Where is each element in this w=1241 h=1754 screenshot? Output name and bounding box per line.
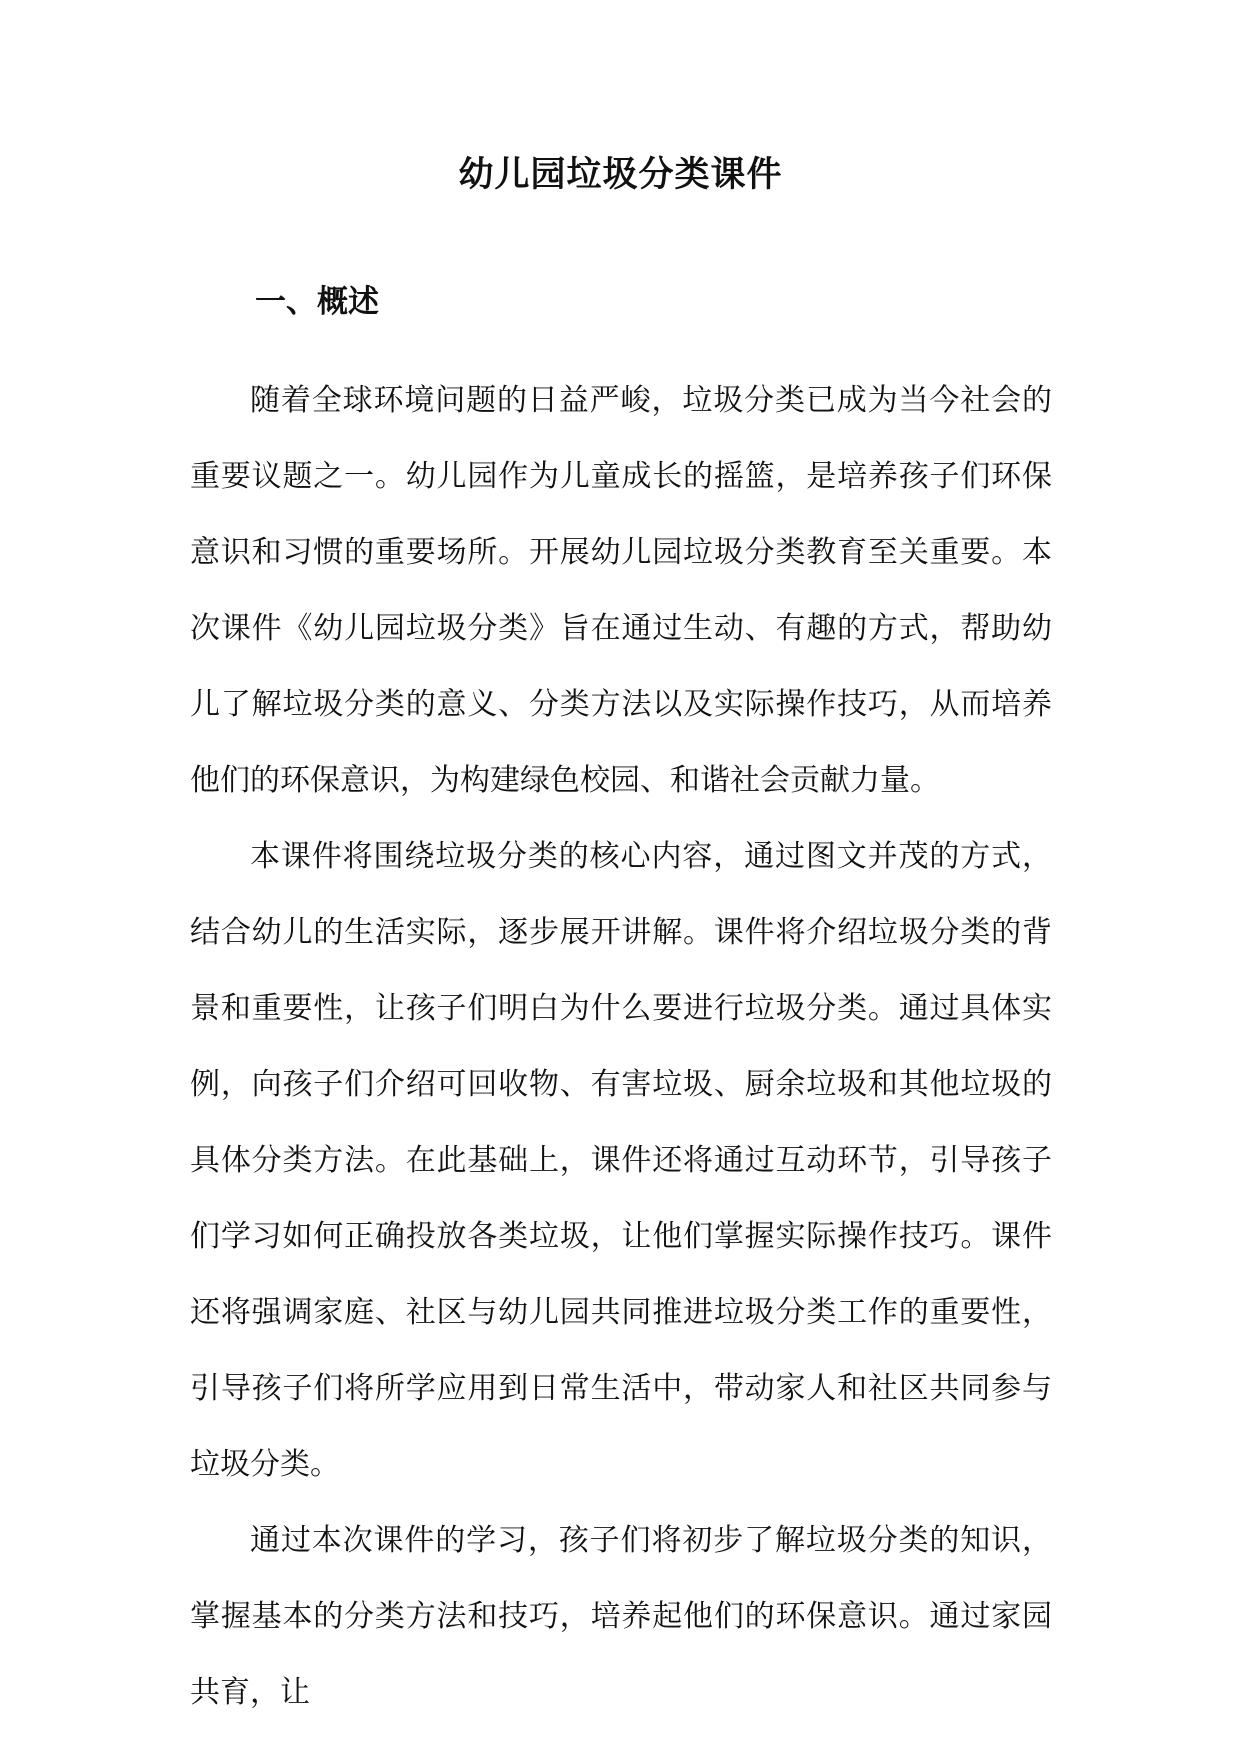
paragraph: 随着全球环境问题的日益严峻，垃圾分类已成为当今社会的重要议题之一。幼儿园作为儿童成长的摇篮，是培养孩子们环保意识和习惯的重要场所。开展幼儿园垃圾分类教育至关重要。本次课件《幼儿园垃圾分类》旨在通过生动、有趣的方式，帮助幼儿了解垃圾分类的意义、分类方法以及实际操作技巧，从而培养他们的环保意识，为构建绿色校园、和谐社会贡献力量。: [190, 383, 1052, 798]
paragraph: 本课件将围绕垃圾分类的核心内容，通过图文并茂的方式，结合幼儿的生活实际，逐步展开讲解。课件将介绍垃圾分类的背景和重要性，让孩子们明白为什么要进行垃圾分类。通过具体实例，向孩子们介绍可回收物、有害垃圾、厨余垃圾和其他垃圾的具体分类方法。在此基础上，课件还将通过互动环节，引导孩子们学习如何正确投放各类垃圾，让他们掌握实际操作技巧。课件还将强调家庭、社区与幼儿园共同推进垃圾分类工作的重要性，引导孩子们将所学应用到日常生活中，带动家人和社区共同参与垃圾分类。: [190, 839, 1052, 1482]
paragraph: 通过本次课件的学习，孩子们将初步了解垃圾分类的知识，掌握基本的分类方法和技巧，培养起他们的环保意识。通过家园共育，让: [190, 1523, 1052, 1710]
document-body: [190, 363, 1052, 1731]
document-title: 幼儿园垃圾分类课件: [458, 154, 783, 195]
section-heading-overview: 一、概述: [255, 284, 379, 320]
